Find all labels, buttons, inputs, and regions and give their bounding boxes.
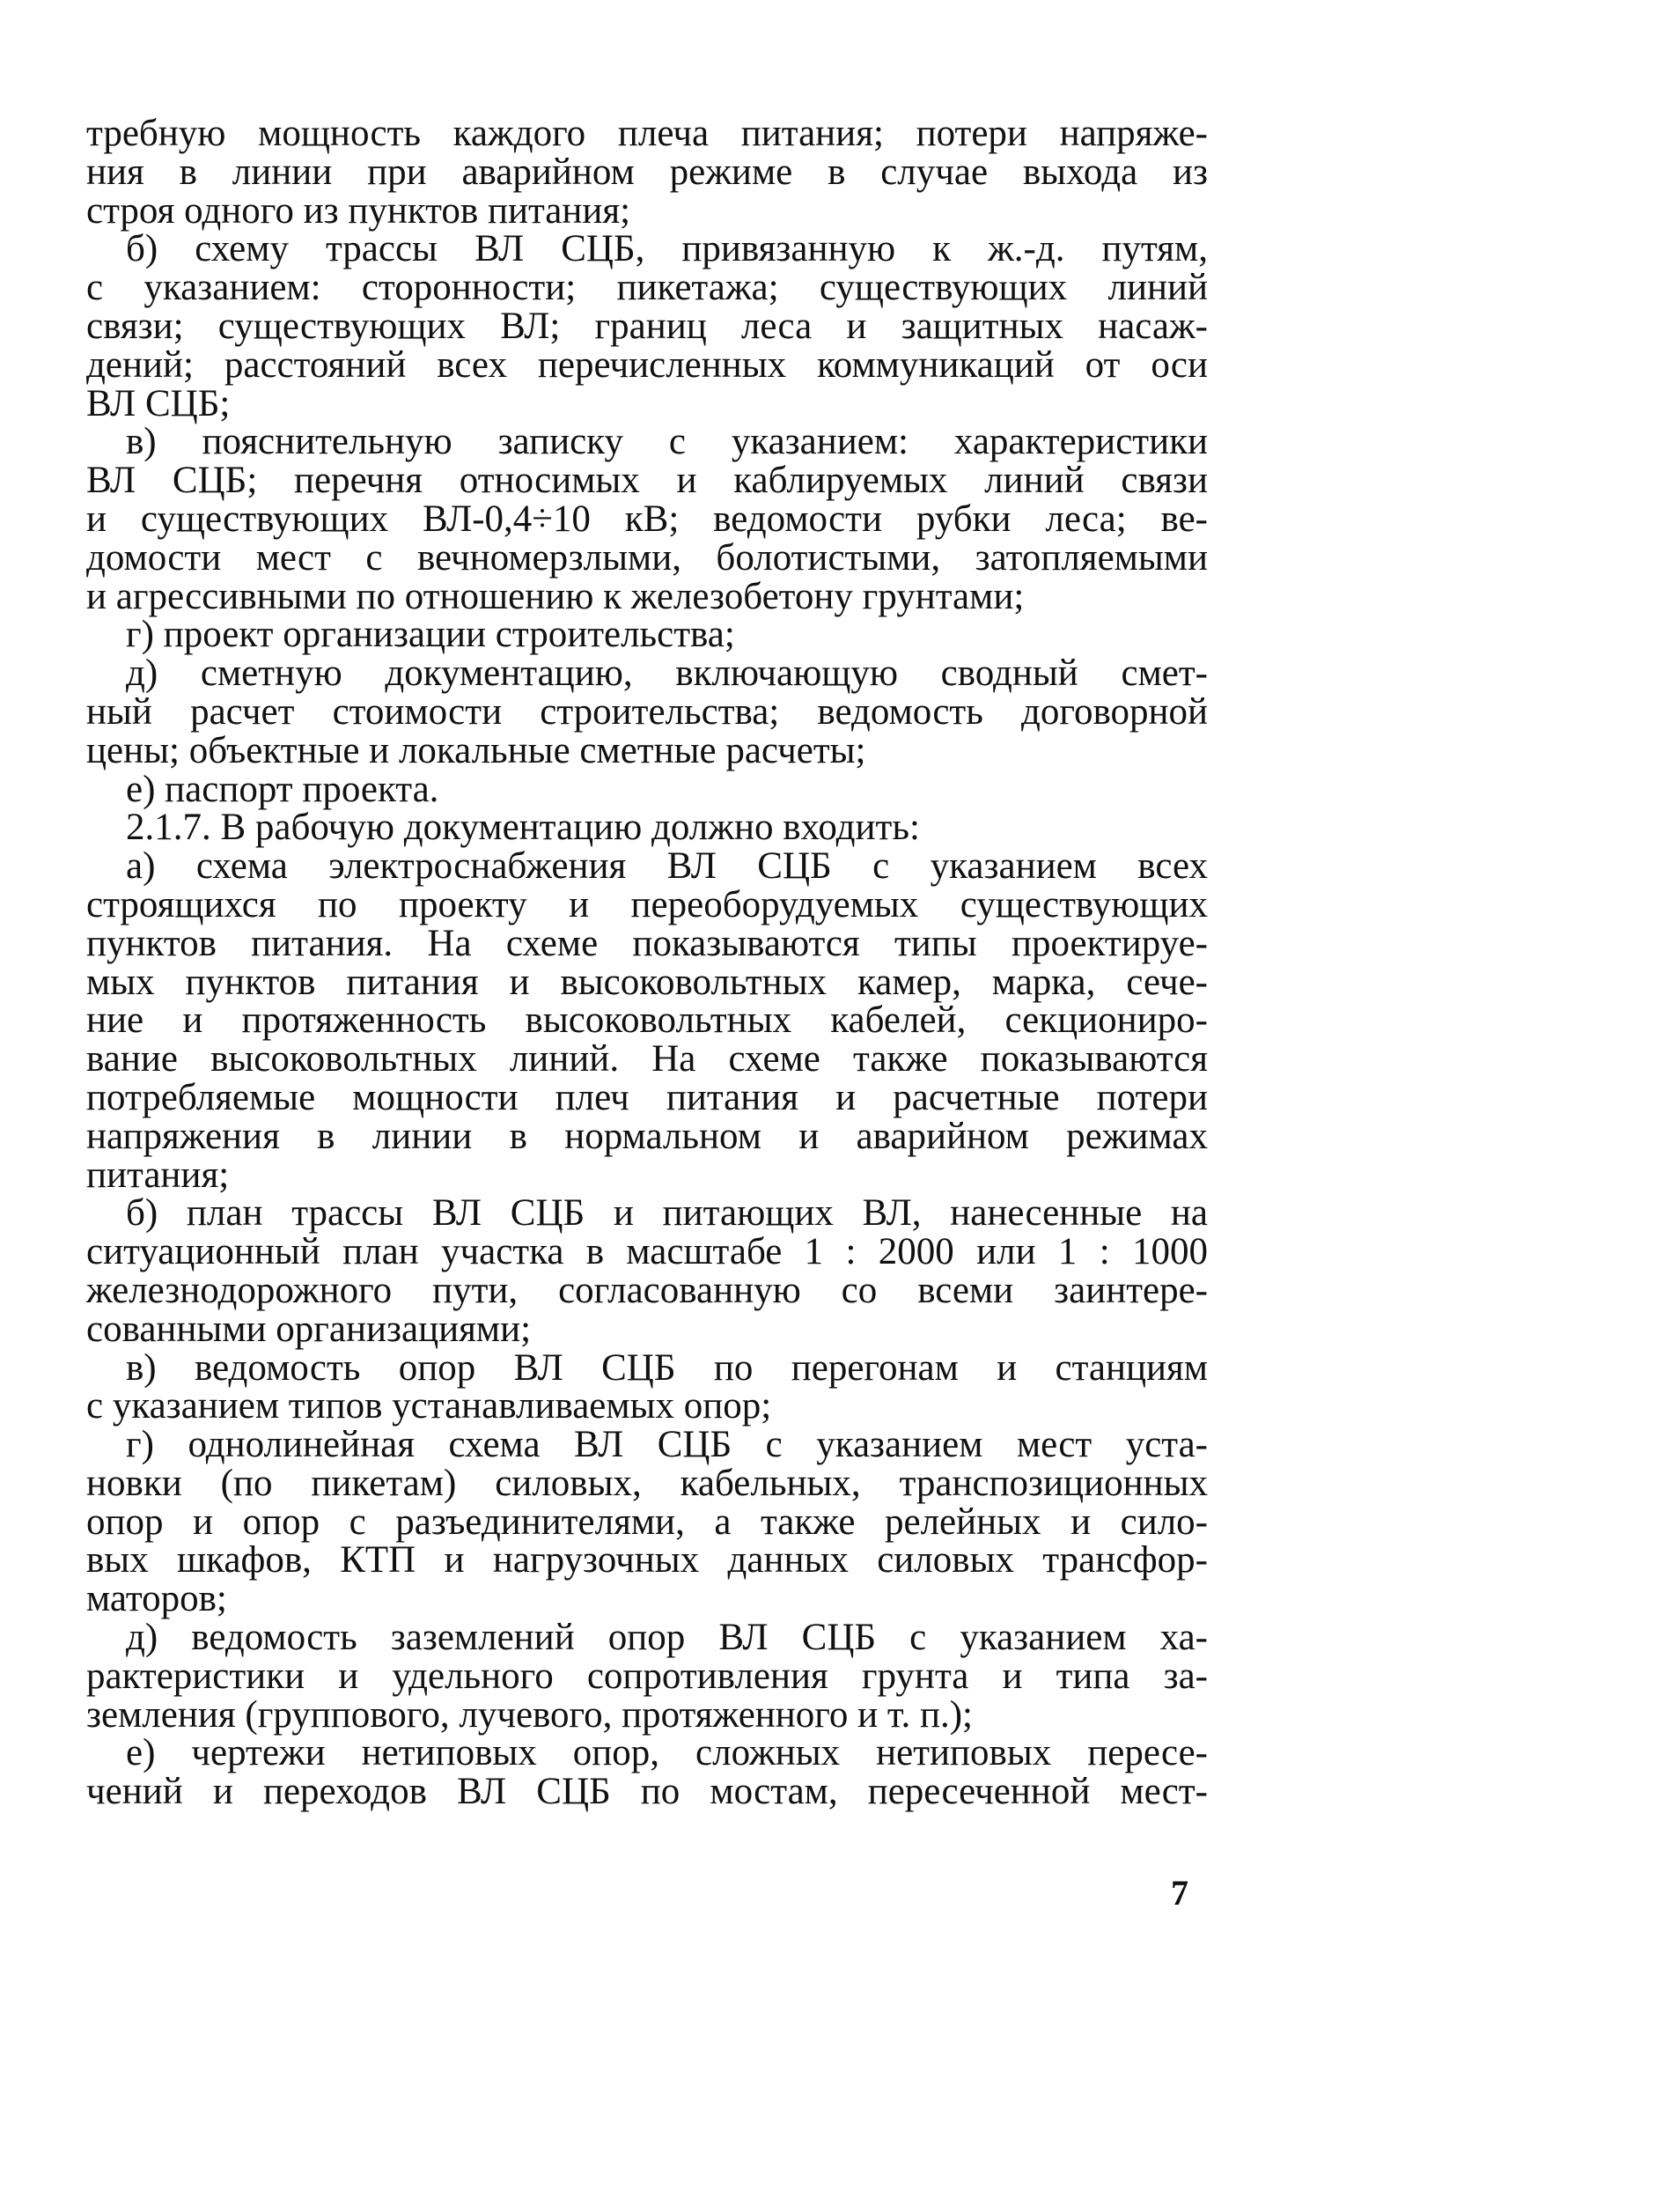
text-line: пунктов питания. На схеме показываются типы проектируе- — [86, 922, 1208, 964]
text-line: а) схема электроснабжения ВЛ СЦБ с указанием всех — [126, 845, 1208, 888]
text-line: и существующих ВЛ-0,4÷10 кВ; ведомости рубки леса; ве- — [86, 498, 1208, 540]
text-line: е) чертежи нетиповых опор, сложных нетиповых пересе- — [126, 1732, 1208, 1774]
text-line: ние и протяженность высоковольтных кабелей, секциониро- — [86, 999, 1208, 1042]
text-line: связи; существующих ВЛ; границ леса и защитных насаж- — [86, 305, 1208, 347]
text-line: железнодорожного пути, согласованную со всеми заинтере- — [86, 1269, 1208, 1311]
text-line: ВЛ СЦБ; перечня относимых и каблируемых линий связи — [86, 460, 1208, 502]
text-line: д) сметную документацию, включающую сводный смет- — [126, 653, 1208, 695]
page-number: 7 — [1171, 1873, 1188, 1913]
text-line: д) ведомость заземлений опор ВЛ СЦБ с указанием ха- — [126, 1617, 1208, 1659]
text-line: новки (по пикетам) силовых, кабельных, транспозиционных — [86, 1462, 1208, 1504]
text-line: ситуационный план участка в масштабе 1 : 2000 или 1 : 1000 — [86, 1231, 1208, 1273]
text-line: в) пояснительную записку с указанием: характеристики — [126, 421, 1208, 463]
document-body — [86, 114, 1208, 1811]
text-line: в) ведомость опор ВЛ СЦБ по перегонам и станциям — [126, 1346, 1208, 1389]
text-line: б) схему трассы ВЛ СЦБ, привязанную к ж.-д. путям, — [126, 228, 1208, 270]
text-line: маторов; — [86, 1578, 227, 1620]
text-line: 2.1.7. В рабочую документацию должно входить: — [126, 807, 920, 849]
text-line: сованными организациями; — [86, 1308, 532, 1350]
text-line: вание высоковольтных линий. На схеме также показываются — [86, 1038, 1208, 1080]
text-line: г) однолинейная схема ВЛ СЦБ с указанием мест уста- — [126, 1424, 1208, 1466]
text-line: дений; расстояний всех перечисленных коммуникаций от оси — [86, 343, 1208, 386]
text-line: опор и опор с разъединителями, а также релейных и сило- — [86, 1500, 1208, 1543]
text-line: строящихся по проекту и переоборудуемых существующих — [86, 883, 1208, 925]
text-line: мых пунктов питания и высоковольтных камер, марка, сече- — [86, 961, 1208, 1003]
text-line: с указанием типов устанавливаемых опор; — [86, 1385, 772, 1427]
text-line: г) проект организации строительства; — [126, 614, 735, 656]
text-line: строя одного из пунктов питания; — [86, 189, 631, 232]
text-line: земления (группового, лучевого, протяженного и т. п.); — [86, 1693, 973, 1736]
text-line: и агрессивными по отношению к железобетону грунтами; — [86, 575, 1025, 617]
text-line: б) план трассы ВЛ СЦБ и питающих ВЛ, нанесенные на — [126, 1192, 1208, 1235]
text-line: домости мест с вечномерзлыми, болотистыми, затопляемыми — [86, 536, 1208, 579]
text-line: рактеристики и удельного сопротивления грунта и типа за- — [86, 1655, 1208, 1697]
text-line: ния в линии при аварийном режиме в случае выхода из — [86, 151, 1208, 193]
text-line: вых шкафов, КТП и нагрузочных данных силовых трансфор- — [86, 1539, 1208, 1582]
text-line: цены; объектные и локальные сметные расчеты; — [86, 729, 866, 771]
text-line: ный расчет стоимости строительства; ведомость договорной — [86, 690, 1208, 733]
text-line: с указанием: сторонности; пикетажа; существующих линий — [86, 267, 1208, 309]
text-line: е) паспорт проекта. — [126, 768, 439, 810]
text-line: питания; — [86, 1154, 230, 1196]
text-line: потребляемые мощности плеч питания и расчетные потери — [86, 1076, 1208, 1118]
text-line: напряжения в линии в нормальном и аварийном режимах — [86, 1115, 1208, 1157]
text-line: чений и переходов ВЛ СЦБ по мостам, пересеченной мест- — [86, 1771, 1208, 1813]
text-line: требную мощность каждого плеча питания; потери напряже- — [86, 113, 1208, 154]
text-line: ВЛ СЦБ; — [86, 382, 231, 424]
